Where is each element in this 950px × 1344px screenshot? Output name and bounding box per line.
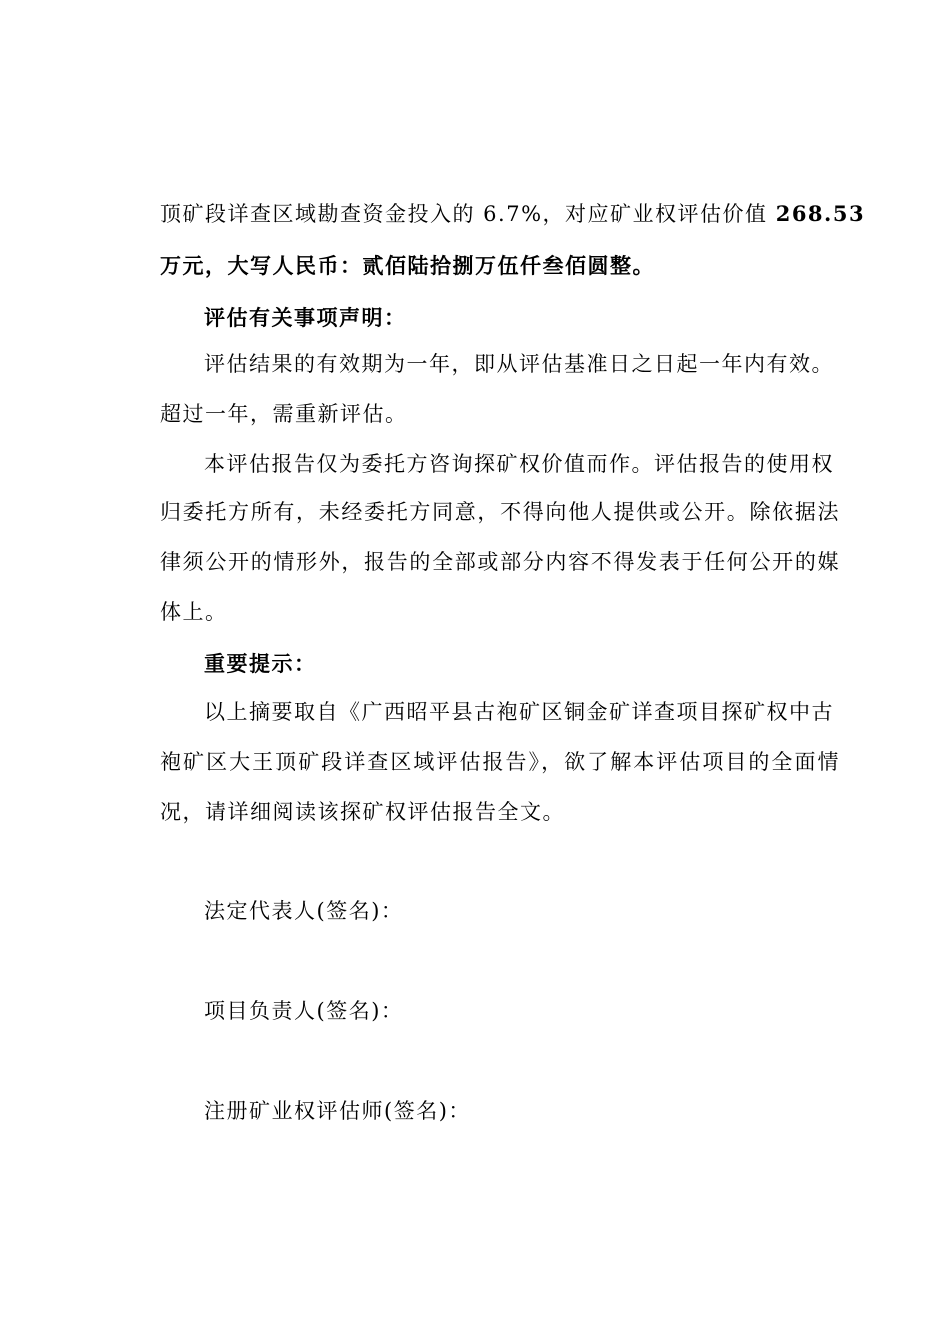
- appraiser-signature: 注册矿业权评估师(签名)：: [204, 1099, 471, 1123]
- summary-line-1: [160, 188, 866, 240]
- usage-line-2: 归委托方所有，未经委托方同意，不得向他人提供或公开。除依据法: [160, 500, 840, 524]
- notice-heading: 重要提示：: [204, 651, 317, 676]
- usage-line-3: 律须公开的情形外，报告的全部或部分内容不得发表于任何公开的媒: [160, 550, 840, 574]
- project-lead-signature: 项目负责人(签名)：: [204, 999, 404, 1023]
- usage-line-1: 本评估报告仅为委托方咨询探矿权价值而作。评估报告的使用权: [204, 452, 834, 476]
- legal-representative-signature: 法定代表人(签名)：: [204, 899, 404, 923]
- validity-line-1: 评估结果的有效期为一年，即从评估基准日之日起一年内有效。: [204, 352, 834, 376]
- notice-line-3: 况，请详细阅读该探矿权评估报告全文。: [160, 800, 565, 824]
- validity-line-2: 超过一年，需重新评估。: [160, 402, 408, 426]
- appraisal-value: 268.53: [775, 201, 866, 226]
- notice-line-2: 袍矿区大王顶矿段详查区域评估报告》，欲了解本评估项目的全面情: [160, 750, 840, 774]
- notice-line-1: 以上摘要取自《广西昭平县古袍矿区铜金矿详查项目探矿权中古: [204, 700, 834, 724]
- statement-heading: 评估有关事项声明：: [204, 305, 407, 330]
- summary-text: 顶矿段详查区域勘查资金投入的 6.7%，对应矿业权评估价值: [160, 202, 776, 226]
- summary-line-2: 万元，大写人民币：贰佰陆拾捌万伍仟叁佰圆整。: [160, 253, 655, 278]
- usage-line-4: 体上。: [160, 600, 228, 624]
